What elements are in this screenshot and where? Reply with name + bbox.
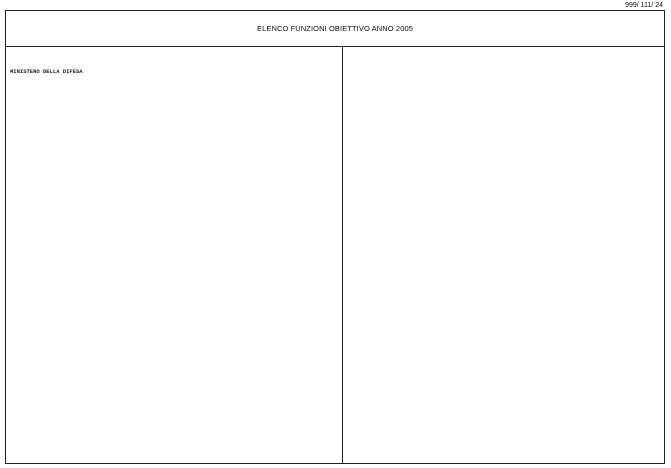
header-band xyxy=(6,11,664,47)
document-frame xyxy=(5,10,665,464)
right-column xyxy=(343,47,664,463)
ministry-heading: MINISTERO DELLA DIFESA xyxy=(10,68,83,75)
document-title: ELENCO FUNZIONI OBIETTIVO ANNO 2005 xyxy=(256,24,414,33)
left-column xyxy=(6,47,342,463)
page-number: 999/ 111/ 24 xyxy=(625,2,663,9)
